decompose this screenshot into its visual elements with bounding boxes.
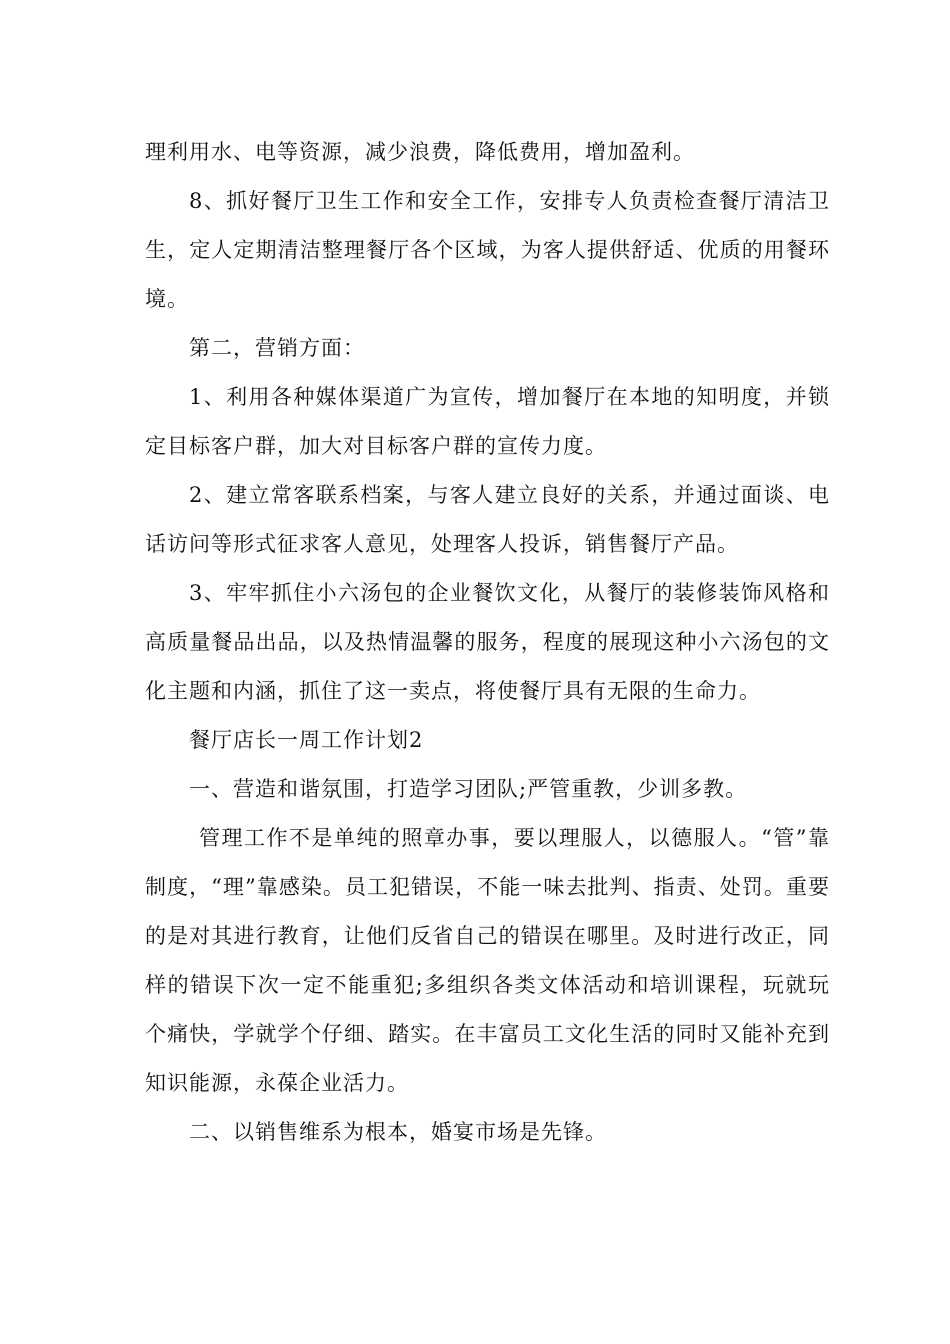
paragraph-2: 8、抓好餐厅卫生工作和安全工作，安排专人负责检查餐厅清洁卫生，定人定期清洁整理餐厅各个区域，为客人提供舒适、优质的用餐环境。: [145, 189, 830, 311]
section-heading-marketing: 第二，营销方面：: [189, 336, 365, 360]
paragraph-4: 2、建立常客联系档案，与客人建立良好的关系，并通过面谈、电话访问等形式征求客人意见，处理客人投诉，销售餐厅产品。: [145, 483, 830, 556]
paragraph-6: 管理工作不是单纯的照章办事，要以理服人，以德服人。“管”靠制度，“理”靠感染。员工犯错误，不能一味去批判、指责、处罚。重要的是对其进行教育，让他们反省自己的错误在哪里。及时进行改正，同样的错误下次一定不能重犯;多组织各类文体活动和培训课程，玩就玩个痛快，学就学个仔细、踏实。在丰富员工文化生活的同时又能补充到知识能源，永葆企业活力。: [145, 826, 830, 1095]
paragraph-5: 3、牢牢抓住小六汤包的企业餐饮文化，从餐厅的装修装饰风格和高质量餐品出品，以及热情温馨的服务，程度的展现这种小六汤包的文化主题和内涵，抓住了这一卖点，将使餐厅具有无限的生命力。: [145, 581, 830, 703]
section-heading-sales: 二、以销售维系为根本，婚宴市场是先锋。: [189, 1120, 607, 1144]
section-heading-team: 一、营造和谐氛围，打造学习团队;严管重教，少训多教。: [189, 777, 748, 801]
plan-title: 餐厅店长一周工作计划2: [189, 728, 424, 752]
paragraph-1: 理利用水、电等资源，减少浪费，降低费用，增加盈利。: [145, 140, 695, 164]
paragraph-3: 1、利用各种媒体渠道广为宣传，增加餐厅在本地的知明度，并锁定目标客户群，加大对目标客户群的宣传力度。: [145, 385, 830, 458]
